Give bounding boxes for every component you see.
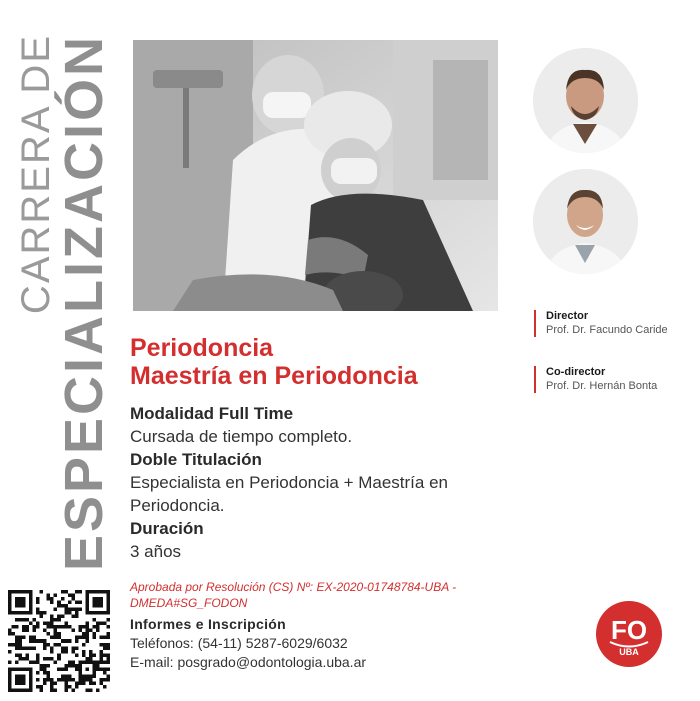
contact-heading: Informes e Inscripción [130,616,286,632]
degree-heading: Doble Titulación [130,450,262,469]
logo-sub-text: UBA [619,647,639,657]
contact-info [130,615,510,672]
resolution-note: Aprobada por Resolución (CS) Nº: EX-2020-01748784-UBA -DMEDA#SG_FODON [130,580,457,610]
contact-email[interactable]: E-mail: posgrado@odontologia.uba.ar [130,654,367,670]
logo-main-text: FO [610,615,648,645]
director-name: Prof. Dr. Facundo Caride [546,324,668,336]
program-title-line1: Periodoncia [130,334,274,362]
codirector-role: Co-director [546,366,606,378]
fo-uba-logo [596,601,662,667]
modality-heading: Modalidad Full Time [130,404,294,423]
director-info [534,310,684,337]
director-role: Director [546,310,589,322]
codirector-name: Prof. Dr. Hernán Bonta [546,380,658,392]
program-details [130,402,510,563]
qr-code[interactable] [8,590,110,692]
vertical-title-small: CARRERA DE [14,34,58,315]
program-title-line2: Maestría en Periodoncia [130,362,418,390]
duration-text: 3 años [130,542,182,561]
codirector-portrait [533,169,638,274]
codirector-info [534,366,684,393]
degree-text: Especialista en Periodoncia + Maestría en Periodoncia. [130,473,448,515]
hero-photo [133,40,498,311]
director-portrait [533,48,638,153]
modality-text: Cursada de tiempo completo. [130,427,353,446]
duration-heading: Duración [130,519,204,538]
program-title [130,334,418,390]
contact-phones: Teléfonos: (54-11) 5287-6029/6032 [130,635,348,651]
vertical-title [10,28,118,584]
vertical-title-big: ESPECIALIZACIÓN [54,34,114,572]
